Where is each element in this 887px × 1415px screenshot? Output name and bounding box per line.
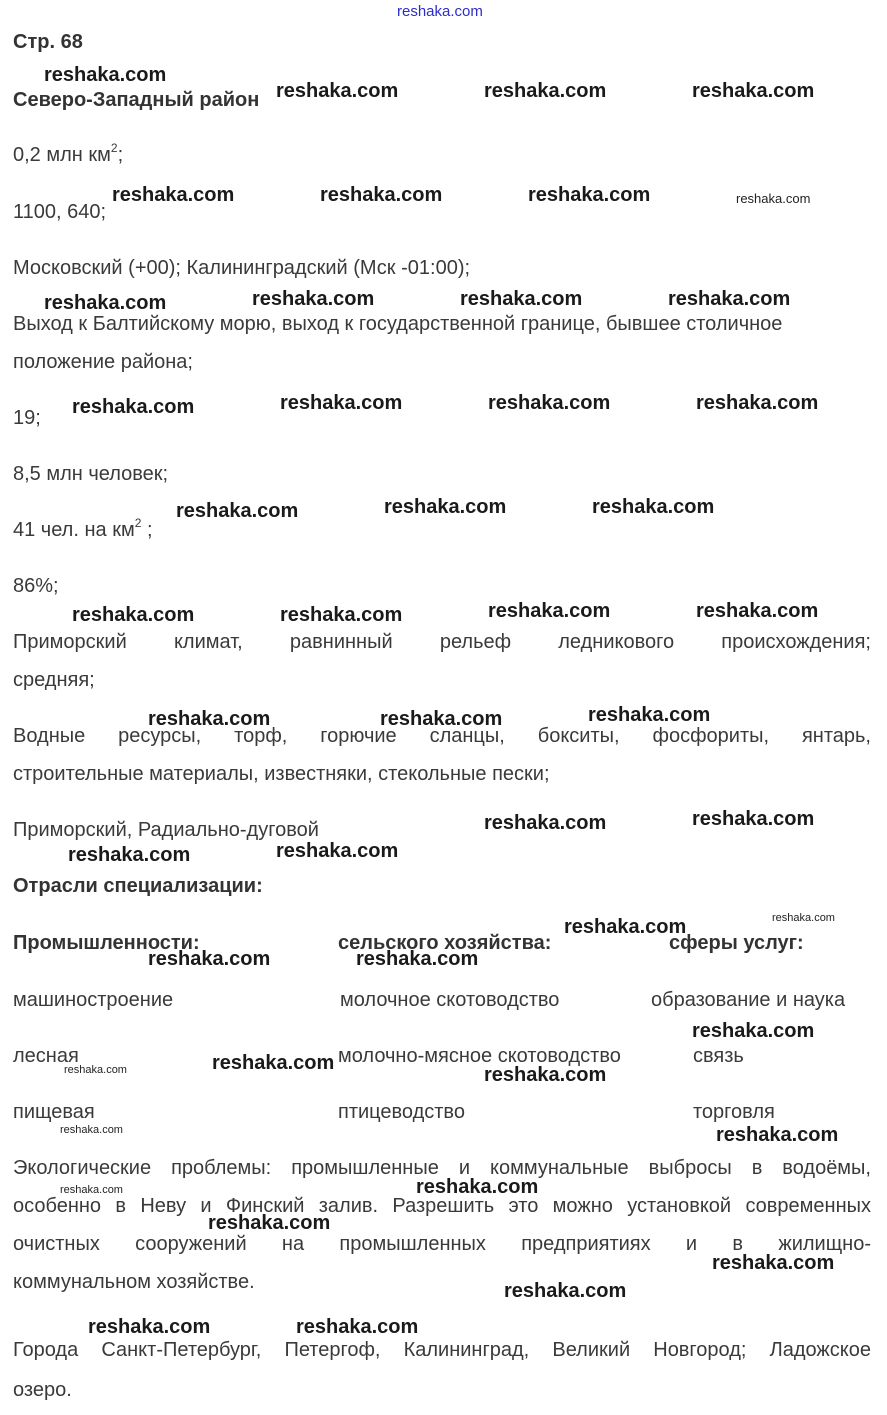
watermark: reshaka.com <box>60 1124 123 1136</box>
resources-line2: строительные материалы, известняки, стекольные пески; <box>13 763 550 785</box>
timezones-answer: Московский (+00); Калининградский (Мск -01:00); <box>13 257 471 279</box>
watermark: reshaka.com <box>696 392 819 414</box>
watermark: reshaka.com <box>484 812 607 834</box>
watermark: reshaka.com <box>320 184 443 206</box>
climate-line1: Приморский климат, равнинный рельеф ледникового происхождения; <box>13 631 871 653</box>
services-header: сферы услуг: <box>669 932 804 954</box>
watermark: reshaka.com <box>488 600 611 622</box>
area-sup: 2 <box>110 141 118 156</box>
watermark: reshaka.com <box>148 948 271 970</box>
watermark: reshaka.com <box>416 1176 539 1198</box>
region-heading: Северо-Западный район <box>13 89 260 111</box>
watermark: reshaka.com <box>44 292 167 314</box>
watermark: reshaka.com <box>696 600 819 622</box>
ecology-line3: очистных сооружений на промышленных предприятиях и в жилищно- <box>13 1233 871 1255</box>
watermark: reshaka.com <box>88 1316 211 1338</box>
geo-position-line1: Выход к Балтийскому морю, выход к государственной границе, бывшее столичное <box>13 313 783 335</box>
watermark: reshaka.com <box>280 604 403 626</box>
watermark: reshaka.com <box>380 708 503 730</box>
watermark: reshaka.com <box>384 496 507 518</box>
watermark: reshaka.com <box>528 184 651 206</box>
density-answer <box>13 518 153 542</box>
watermark: reshaka.com <box>488 392 611 414</box>
watermark: reshaka.com <box>564 916 687 938</box>
watermark: reshaka.com <box>592 496 715 518</box>
subjects-answer: 19; <box>13 407 41 429</box>
watermark: reshaka.com <box>296 1316 419 1338</box>
watermark: reshaka.com <box>692 80 815 102</box>
page-label: Стр. 68 <box>13 31 83 53</box>
area-end: ; <box>117 144 124 166</box>
watermark: reshaka.com <box>484 1064 607 1086</box>
ecology-line2: особенно в Неву и Финский залив. Разрешить это можно установкой современных <box>13 1195 871 1217</box>
climate-line2: средняя; <box>13 669 95 691</box>
watermark: reshaka.com <box>68 844 191 866</box>
industry-item: машиностроение <box>13 989 174 1011</box>
agriculture-item: птицеводство <box>338 1101 465 1123</box>
watermark: reshaka.com <box>176 500 299 522</box>
services-item: образование и наука <box>651 989 846 1011</box>
ecology-line4: коммунальном хозяйстве. <box>13 1271 255 1293</box>
watermark: reshaka.com <box>504 1280 627 1302</box>
watermark: reshaka.com <box>356 948 479 970</box>
density-sup: 2 <box>134 516 142 531</box>
industry-item: лесная <box>13 1045 79 1067</box>
agriculture-header: сельского хозяйства: <box>338 932 552 954</box>
area-value: 0,2 млн км <box>13 144 111 166</box>
watermark: reshaka.com <box>712 1252 835 1274</box>
cities-line1: Города Санкт-Петербург, Петергоф, Калининград, Великий Новгород; Ладожское <box>13 1339 871 1361</box>
watermark: reshaka.com <box>64 1064 127 1076</box>
cities-line2: озеро. <box>13 1379 72 1401</box>
watermark: reshaka.com <box>276 840 399 862</box>
watermark: reshaka.com <box>148 708 271 730</box>
coords-answer: 1100, 640; <box>13 201 107 223</box>
industry-item: пищевая <box>13 1101 95 1123</box>
watermark: reshaka.com <box>668 288 791 310</box>
watermark: reshaka.com <box>588 704 711 726</box>
geo-position-line2: положение района; <box>13 351 193 373</box>
watermark: reshaka.com <box>112 184 235 206</box>
watermark: reshaka.com <box>692 1020 815 1042</box>
industry-header: Промышленности: <box>13 932 200 954</box>
watermark: reshaka.com <box>208 1212 331 1234</box>
watermark: reshaka.com <box>484 80 607 102</box>
services-item: связь <box>693 1045 744 1067</box>
watermark: reshaka.com <box>72 396 195 418</box>
population-answer: 8,5 млн человек; <box>13 463 169 485</box>
watermark: reshaka.com <box>60 1184 123 1196</box>
density-end: ; <box>141 519 153 541</box>
watermark: reshaka.com <box>692 808 815 830</box>
watermark: reshaka.com <box>716 1124 839 1146</box>
ecology-line1: Экологические проблемы: промышленные и коммунальные выбросы в водоёмы, <box>13 1157 871 1179</box>
watermark: reshaka.com <box>44 64 167 86</box>
watermark: reshaka.com <box>276 80 399 102</box>
density-value: 41 чел. на км <box>13 519 135 541</box>
region-type-answer: Приморский, Радиально-дуговой <box>13 819 319 841</box>
area-answer <box>13 143 123 167</box>
agriculture-item: молочное скотоводство <box>340 989 560 1011</box>
urban-answer: 86%; <box>13 575 59 597</box>
services-item: торговля <box>693 1101 775 1123</box>
site-header-link[interactable]: reshaka.com <box>397 3 483 20</box>
watermark: reshaka.com <box>72 604 195 626</box>
watermark: reshaka.com <box>460 288 583 310</box>
watermark: reshaka.com <box>212 1052 335 1074</box>
specialization-title: Отрасли специализации: <box>13 875 263 897</box>
resources-line1: Водные ресурсы, торф, горючие сланцы, бокситы, фосфориты, янтарь, <box>13 725 871 747</box>
watermark: reshaka.com <box>252 288 375 310</box>
watermark: reshaka.com <box>772 912 835 924</box>
watermark: reshaka.com <box>280 392 403 414</box>
agriculture-item: молочно-мясное скотоводство <box>338 1045 621 1067</box>
watermark: reshaka.com <box>736 191 811 206</box>
